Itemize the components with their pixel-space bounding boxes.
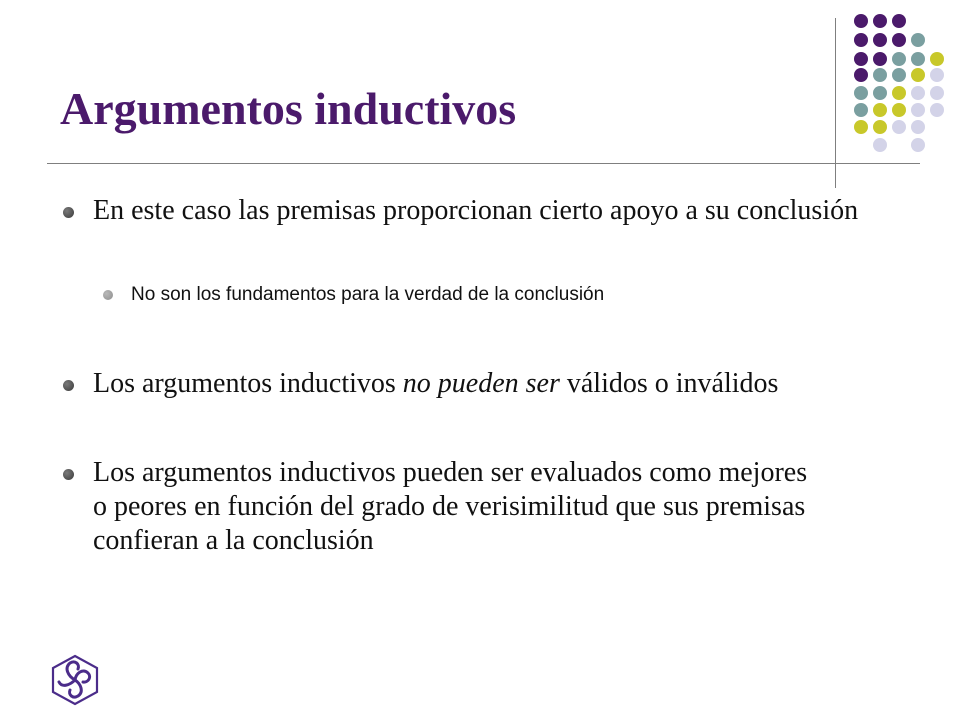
slide-title: Argumentos inductivos — [60, 83, 517, 134]
triskelion-logo-icon — [50, 654, 100, 706]
bullet-icon — [63, 207, 74, 218]
bullet-text-1: En este caso las premisas proporcionan cierto apoyo a su conclusión — [93, 195, 859, 226]
bullet-text-2 — [93, 367, 873, 401]
sub-bullet-icon — [103, 290, 113, 300]
bullet-text-2-emphasis: no pueden ser — [402, 368, 560, 399]
bullet-text-3: Los argumentos inductivos pueden ser evaluados como mejores o peores en función del grado de verisimilitud que sus premisas confieran a la conclusión — [93, 457, 808, 556]
bullet-icon — [63, 469, 74, 480]
bullet-text-2-start: Los argumentos inductivos — [93, 368, 403, 399]
bullet-icon — [63, 380, 74, 391]
bullet-text-2-end: válidos o inválidos — [559, 368, 779, 399]
sub-bullet-text-1: No son los fundamentos para la verdad de la conclusión — [131, 284, 605, 305]
